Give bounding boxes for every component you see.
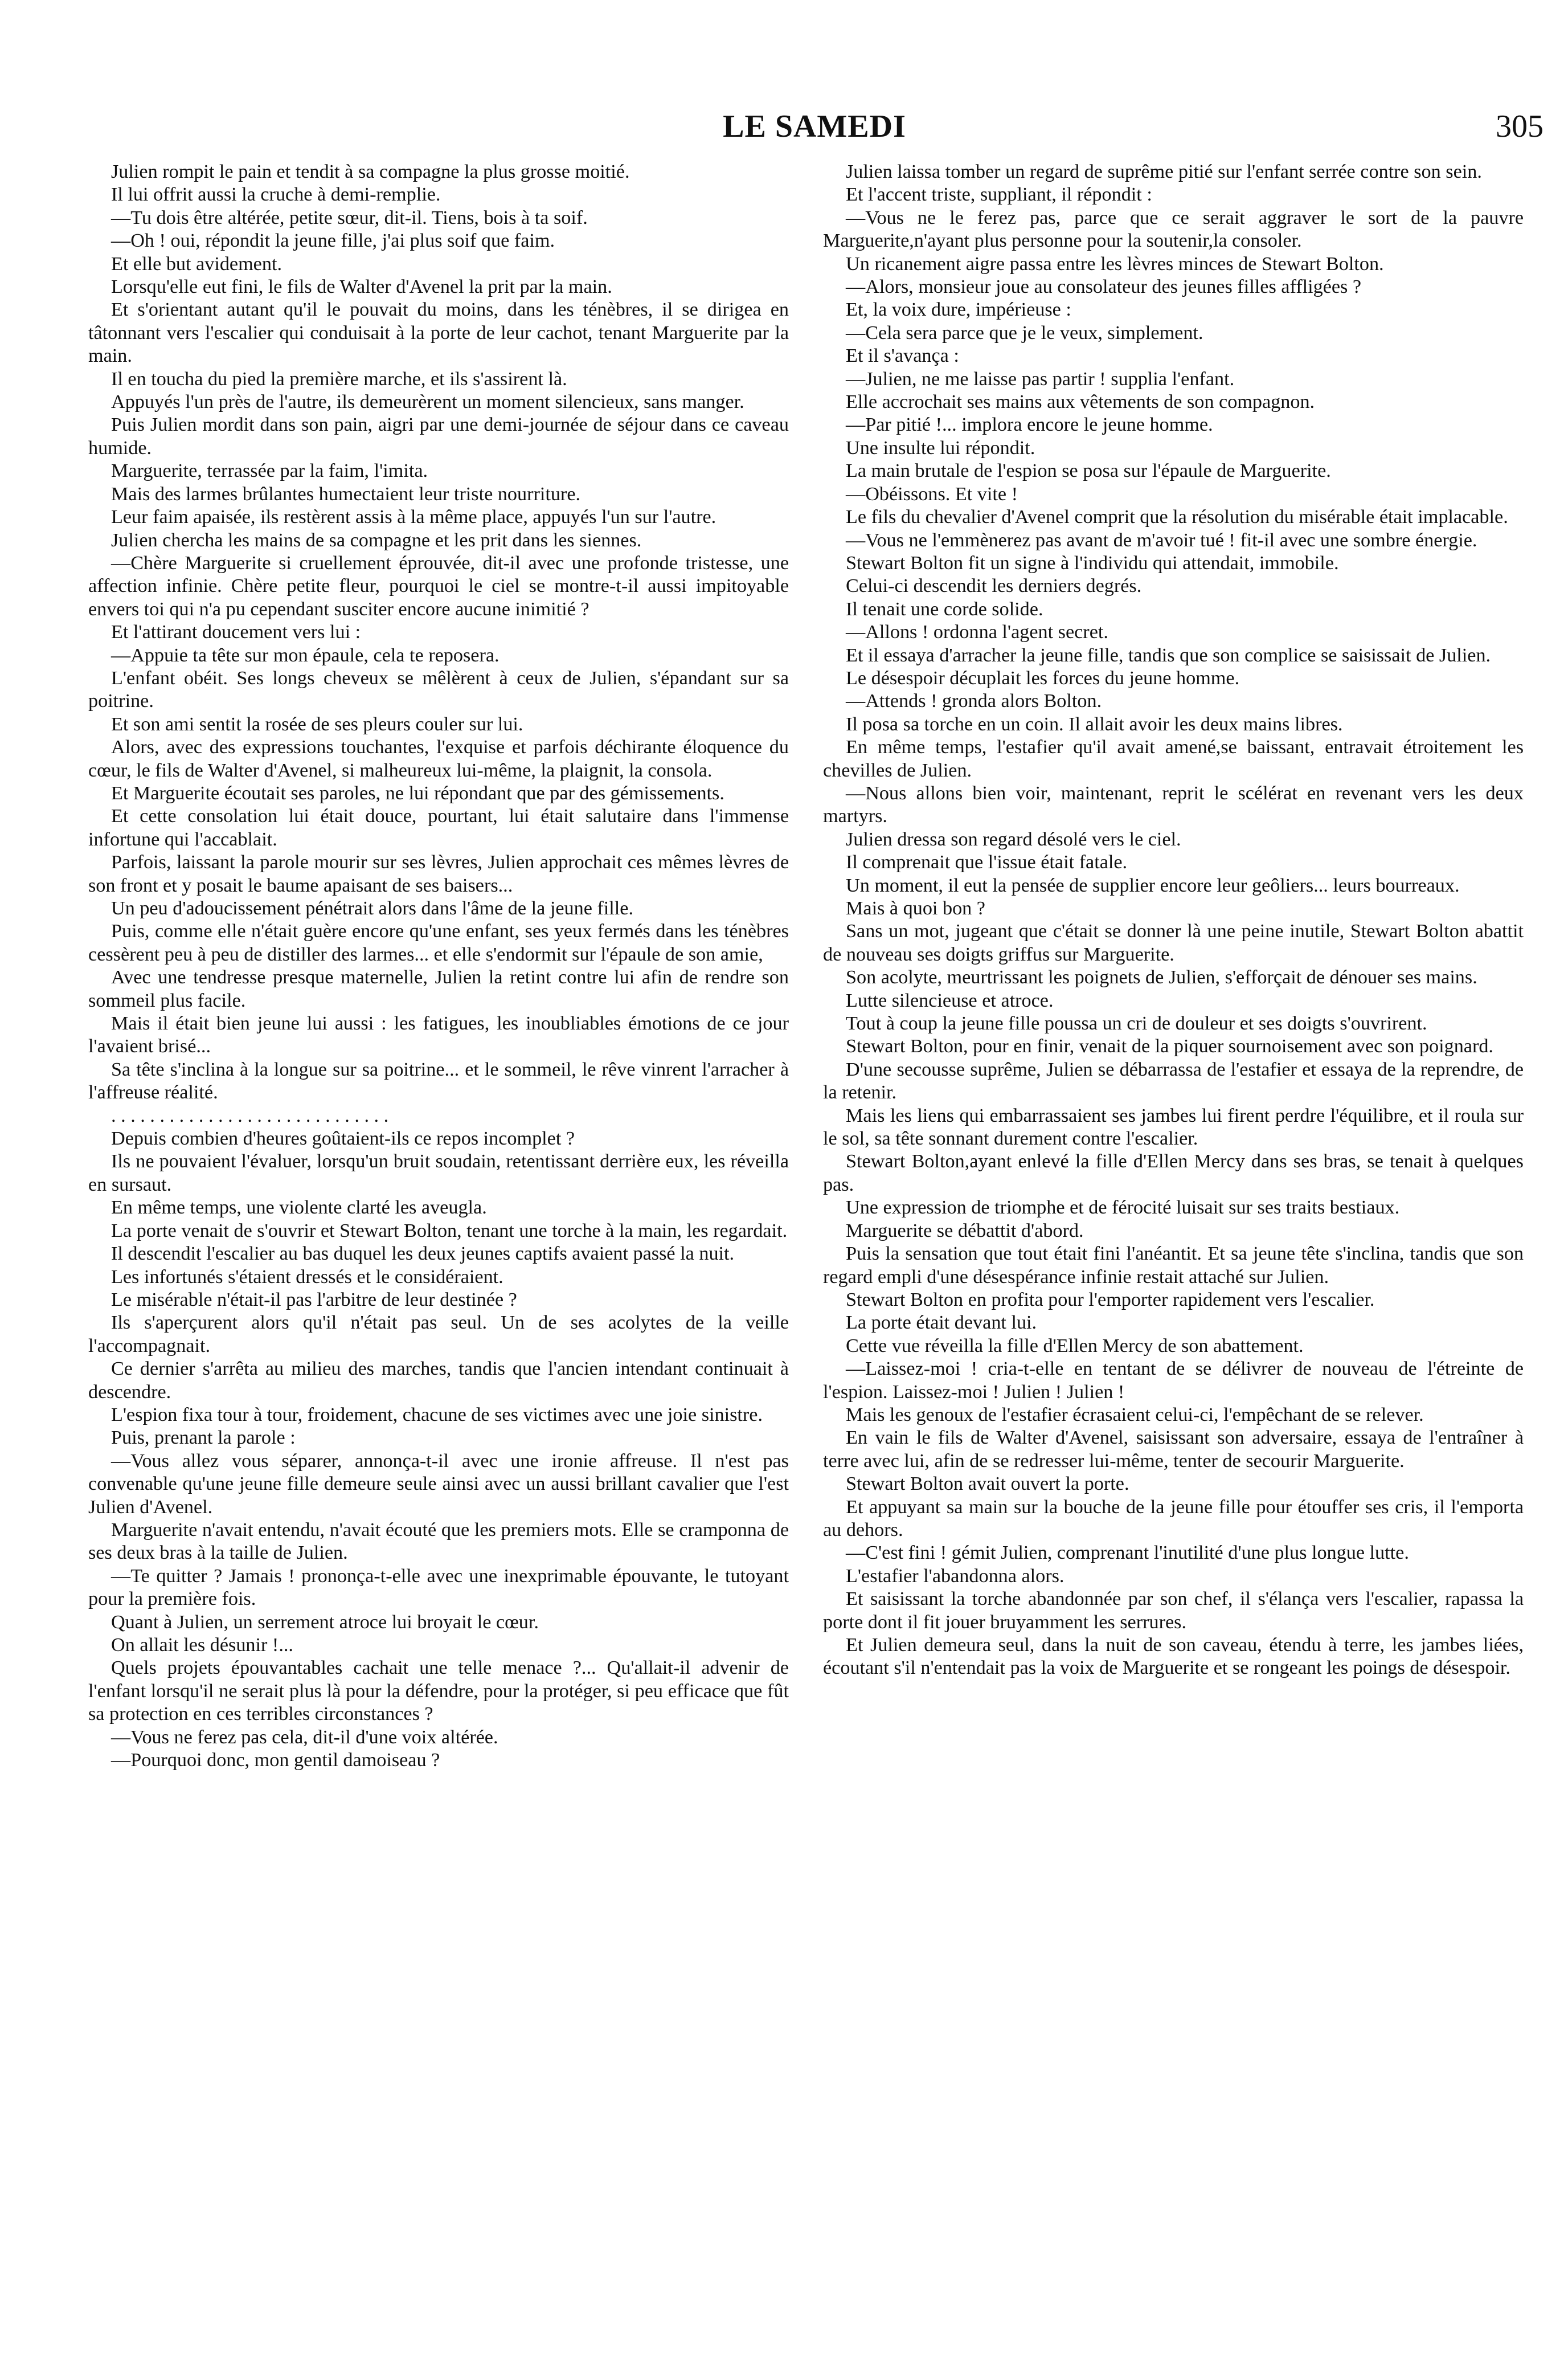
paragraph: Lorsqu'elle eut fini, le fils de Walter d'Avenel la prit par la main. <box>111 276 612 298</box>
paragraph: En même temps, l'estafier qu'il avait amené,se baissant, entravait étroitement les chevilles de Julien. <box>823 737 1524 781</box>
paragraph: Les infortunés s'étaient dressés et le considéraient. <box>111 1266 503 1288</box>
right-column <box>823 161 1524 1680</box>
paragraph: Le désespoir décuplait les forces du jeune homme. <box>846 667 1240 689</box>
paragraph: —Tu dois être altérée, petite sœur, dit-il. Tiens, bois à ta soif. <box>111 207 588 228</box>
paragraph: Mais à quoi bon ? <box>846 898 985 919</box>
paragraph: Et il essaya d'arracher la jeune fille, tandis que son complice se saisissait de Julien. <box>846 644 1491 666</box>
paragraph: —Oh ! oui, répondit la jeune fille, j'ai plus soif que faim. <box>111 230 555 252</box>
paragraph: —Vous ne l'emmènerez pas avant de m'avoir tué ! fit-il avec une sombre énergie. <box>846 529 1477 551</box>
paragraph: Celui-ci descendit les derniers degrés. <box>846 575 1142 597</box>
paragraph: Stewart Bolton avait ouvert la porte. <box>846 1473 1129 1495</box>
paragraph: Et cette consolation lui était douce, pourtant, lui était salutaire dans l'immense infortune qui l'accablait. <box>88 806 789 850</box>
paragraph: Un moment, il eut la pensée de supplier encore leur geôliers... leurs bourreaux. <box>846 875 1460 896</box>
paragraph: Stewart Bolton en profita pour l'emporter rapidement vers l'escalier. <box>846 1289 1375 1310</box>
paragraph: D'une secousse suprême, Julien se débarrassa de l'estafier et essaya de la reprendre, de la retenir. <box>823 1059 1524 1104</box>
paragraph: —Te quitter ? Jamais ! prononça-t-elle avec une inexprimable épouvante, le tutoyant pour la première fois. <box>88 1565 789 1610</box>
paragraph: Cette vue réveilla la fille d'Ellen Mercy de son abattement. <box>846 1335 1304 1356</box>
paragraph: Marguerite se débattit d'abord. <box>846 1220 1084 1241</box>
page-header <box>85 108 1544 154</box>
paragraph: Et son ami sentit la rosée de ses pleurs couler sur lui. <box>111 713 523 735</box>
paragraph: Mais les liens qui embarrassaient ses jambes lui firent perdre l'équilibre, et il roula sur le sol, sa tête sonnant durement contre l'escalier. <box>823 1105 1524 1150</box>
paragraph: Julien rompit le pain et tendit à sa compagne la plus grosse moitié. <box>111 161 630 182</box>
paragraph: Lutte silencieuse et atroce. <box>846 990 1054 1011</box>
paragraph: Et Marguerite écoutait ses paroles, ne lui répondant que par des gémissements. <box>111 782 724 804</box>
paragraph: Stewart Bolton fit un signe à l'individu qui attendait, immobile. <box>846 552 1339 574</box>
paragraph: Appuyés l'un près de l'autre, ils demeurèrent un moment silencieux, sans manger. <box>111 391 744 413</box>
paragraph: Stewart Bolton,ayant enlevé la fille d'Ellen Mercy dans ses bras, se tenait à quelques pas. <box>823 1151 1524 1195</box>
paragraph: Et elle but avidement. <box>111 253 282 275</box>
paragraph: Parfois, laissant la parole mourir sur ses lèvres, Julien approchait ces mêmes lèvres de son front et y posait le baume apaisant de ses baisers... <box>88 852 789 896</box>
paragraph: —Julien, ne me laisse pas partir ! supplia l'enfant. <box>846 368 1235 390</box>
paragraph: Il descendit l'escalier au bas duquel les deux jeunes captifs avaient passé la nuit. <box>111 1243 735 1265</box>
paragraph: —Vous ne ferez pas cela, dit-il d'une voix altérée. <box>111 1726 498 1748</box>
paragraph: Stewart Bolton, pour en finir, venait de la piquer sournoisement avec son poignard. <box>846 1036 1493 1057</box>
paragraph: Julien chercha les mains de sa compagne et les prit dans les siennes. <box>111 529 642 551</box>
paragraph: Depuis combien d'heures goûtaient-ils ce repos incomplet ? <box>111 1128 575 1150</box>
paragraph: —Cela sera parce que je le veux, simplement. <box>846 322 1203 344</box>
paragraph: —Chère Marguerite si cruellement éprouvée, dit-il avec une profonde tristesse, une affection infinie. Chère petite fleur, pourquoi le ciel se montre-t-il aussi impitoyable envers toi qui n'a pu cependant susciter encore aucune inimitié ? <box>88 552 789 620</box>
paragraph: —Alors, monsieur joue au consolateur des jeunes filles affligées ? <box>846 276 1362 298</box>
paragraph: —Appuie ta tête sur mon épaule, cela te reposera. <box>111 644 500 666</box>
paragraph: Julien laissa tomber un regard de suprême pitié sur l'enfant serrée contre son sein. <box>846 161 1482 182</box>
paragraph: La porte était devant lui. <box>846 1312 1037 1334</box>
paragraph: Elle accrochait ses mains aux vêtements de son compagnon. <box>846 391 1315 413</box>
paragraph: Un peu d'adoucissement pénétrait alors dans l'âme de la jeune fille. <box>111 898 634 919</box>
paragraph: Tout à coup la jeune fille poussa un cri de douleur et ses doigts s'ouvrirent. <box>846 1013 1427 1035</box>
paragraph: Et Julien demeura seul, dans la nuit de son caveau, étendu à terre, les jambes liées, écoutant s'il n'entendait pas la voix de Marguerite et se rongeant les poings de désespoir. <box>823 1635 1524 1679</box>
paragraph: Puis Julien mordit dans son pain, aigri par une demi-journée de séjour dans ce caveau humide. <box>88 414 789 459</box>
paragraph: En même temps, une violente clarté les aveugla. <box>111 1197 487 1219</box>
paragraph: Une insulte lui répondit. <box>846 437 1035 459</box>
paragraph: Et appuyant sa main sur la bouche de la jeune fille pour étouffer ses cris, il l'emporta au dehors. <box>823 1496 1524 1541</box>
paragraph: Un ricanement aigre passa entre les lèvres minces de Stewart Bolton. <box>846 253 1384 275</box>
paragraph: Leur faim apaisée, ils restèrent assis à la même place, appuyés l'un sur l'autre. <box>111 506 717 528</box>
paragraph: —Obéissons. Et vite ! <box>846 483 1018 505</box>
paragraph: Il lui offrit aussi la cruche à demi-remplie. <box>111 184 441 206</box>
paragraph: Il comprenait que l'issue était fatale. <box>846 852 1128 873</box>
paragraph: Mais il était bien jeune lui aussi : les fatigues, les inoubliables émotions de ce jour l'avaient brisé... <box>88 1013 789 1057</box>
paragraph: —Nous allons bien voir, maintenant, reprit le scélérat en revenant vers les deux martyrs. <box>823 782 1524 827</box>
paragraph: —Vous allez vous séparer, annonça-t-il avec une ironie affreuse. Il n'est pas convenable qu'une jeune fille demeure seule ainsi avec un aussi brillant cavalier que l'est Julien d'Avenel. <box>88 1450 789 1518</box>
paragraph: L'estafier l'abandonna alors. <box>846 1565 1065 1587</box>
page-number: 305 <box>1496 109 1544 144</box>
paragraph: Marguerite n'avait entendu, n'avait écouté que les premiers mots. Elle se cramponna de ses deux bras à la taille de Julien. <box>88 1519 789 1564</box>
paragraph: Il tenait une corde solide. <box>846 598 1043 620</box>
paragraph: Mais les genoux de l'estafier écrasaient celui-ci, l'empêchant de se relever. <box>846 1404 1424 1425</box>
paragraph: En vain le fils de Walter d'Avenel, saisissant son adversaire, essaya de l'entraîner à terre avec lui, afin de se redresser lui-même, tenter de secourir Marguerite. <box>823 1427 1524 1472</box>
paragraph: Il posa sa torche en un coin. Il allait avoir les deux mains libres. <box>846 713 1343 735</box>
paragraph: Sa tête s'inclina à la longue sur sa poitrine... et le sommeil, le rêve vinrent l'arracher à l'affreuse réalité. <box>88 1059 789 1104</box>
paragraph: Puis, comme elle n'était guère encore qu'une enfant, ses yeux fermés dans les ténèbres cessèrent peu à peu de distiller des larmes... et elle s'endormit sur l'épaule de son amie, <box>88 921 789 965</box>
paragraph: La main brutale de l'espion se posa sur l'épaule de Marguerite. <box>846 460 1331 482</box>
paragraph: Le misérable n'était-il pas l'arbitre de leur destinée ? <box>111 1289 517 1310</box>
paragraph: On allait les désunir !... <box>111 1635 293 1656</box>
paragraph: —Vous ne le ferez pas, parce que ce serait aggraver le sort de la pauvre Marguerite,n'ayant plus personne pour la soutenir,la consoler. <box>823 207 1524 252</box>
paragraph: Mais des larmes brûlantes humectaient leur triste nourriture. <box>111 483 581 505</box>
paragraph: —Laissez-moi ! cria-t-elle en tentant de se délivrer de nouveau de l'étreinte de l'espion. Laissez-moi ! Julien ! Julien ! <box>823 1358 1524 1403</box>
left-column <box>88 161 789 1772</box>
paragraph: Et s'orientant autant qu'il le pouvait du moins, dans les ténèbres, il se dirigea en tâtonnant vers l'escalier qui conduisait à la porte de leur cachot, tenant Marguerite par la main. <box>88 299 789 367</box>
running-title: LE SAMEDI <box>723 109 906 144</box>
paragraph: —C'est fini ! gémit Julien, comprenant l'inutilité d'une plus longue lutte. <box>846 1542 1409 1564</box>
paragraph: Sans un mot, jugeant que c'était se donner là une peine inutile, Stewart Bolton abattit de nouveau ses doigts griffus sur Marguerite. <box>823 921 1524 965</box>
paragraph: Quant à Julien, un serrement atroce lui broyait le cœur. <box>111 1611 539 1633</box>
paragraph: Une expression de triomphe et de férocité luisait sur ses traits bestiaux. <box>846 1197 1400 1219</box>
paragraph: Puis, prenant la parole : <box>111 1427 296 1449</box>
paragraph: Quels projets épouvantables cachait une telle menace ?... Qu'allait-il advenir de l'enfant lorsqu'il ne serait plus là pour la défendre, pour la protéger, si peu efficace que fût sa protection en ces terribles circonstances ? <box>88 1657 789 1725</box>
paragraph: L'espion fixa tour à tour, froidement, chacune de ses victimes avec une joie sinistre. <box>111 1404 763 1425</box>
paragraph: —Par pitié !... implora encore le jeune homme. <box>846 414 1213 436</box>
paragraph: Et l'accent triste, suppliant, il répondit : <box>846 184 1152 206</box>
paragraph: . . . . . . . . . . . . . . . . . . . . . . . . . . . . . <box>111 1105 389 1126</box>
paragraph: Ils ne pouvaient l'évaluer, lorsqu'un bruit soudain, retentissant derrière eux, les réveilla en sursaut. <box>88 1151 789 1195</box>
paragraph: L'enfant obéit. Ses longs cheveux se mêlèrent à ceux de Julien, s'épandant sur sa poitrine. <box>88 667 789 712</box>
paragraph: Avec une tendresse presque maternelle, Julien la retint contre lui afin de rendre son sommeil plus facile. <box>88 967 789 1011</box>
paragraph: Et il s'avança : <box>846 345 959 367</box>
paragraph: Le fils du chevalier d'Avenel comprit que la résolution du misérable était implacable. <box>846 506 1508 528</box>
paragraph: Puis la sensation que tout était fini l'anéantit. Et sa jeune tête s'inclina, tandis que son regard empli d'une désespérance infinie restait attaché sur Julien. <box>823 1243 1524 1288</box>
paragraph: La porte venait de s'ouvrir et Stewart Bolton, tenant une torche à la main, les regardait. <box>111 1220 788 1241</box>
paragraph: Julien dressa son regard désolé vers le ciel. <box>846 828 1181 850</box>
paragraph: —Allons ! ordonna l'agent secret. <box>846 622 1108 643</box>
paragraph: Ils s'aperçurent alors qu'il n'était pas seul. Un de ses acolytes de la veille l'accompagnait. <box>88 1312 789 1356</box>
paragraph: —Pourquoi donc, mon gentil damoiseau ? <box>111 1750 440 1771</box>
paragraph: Son acolyte, meurtrissant les poignets de Julien, s'efforçait de dénouer ses mains. <box>846 967 1477 988</box>
paragraph: Marguerite, terrassée par la faim, l'imita. <box>111 460 428 482</box>
paragraph: Alors, avec des expressions touchantes, l'exquise et parfois déchirante éloquence du cœur, le fils de Walter d'Avenel, si malheureux lui-même, la plaignit, la consola. <box>88 737 789 781</box>
paragraph: Et, la voix dure, impérieuse : <box>846 299 1071 321</box>
paragraph: Et l'attirant doucement vers lui : <box>111 622 361 643</box>
paragraph: Il en toucha du pied la première marche, et ils s'assirent là. <box>111 368 567 390</box>
paragraph: —Attends ! gronda alors Bolton. <box>846 690 1102 712</box>
paragraph: Et saisissant la torche abandonnée par son chef, il s'élança vers l'escalier, rapassa la porte dont il fit jouer bruyamment les serrures. <box>823 1588 1524 1633</box>
paragraph: Ce dernier s'arrêta au milieu des marches, tandis que l'ancien intendant continuait à descendre. <box>88 1358 789 1403</box>
